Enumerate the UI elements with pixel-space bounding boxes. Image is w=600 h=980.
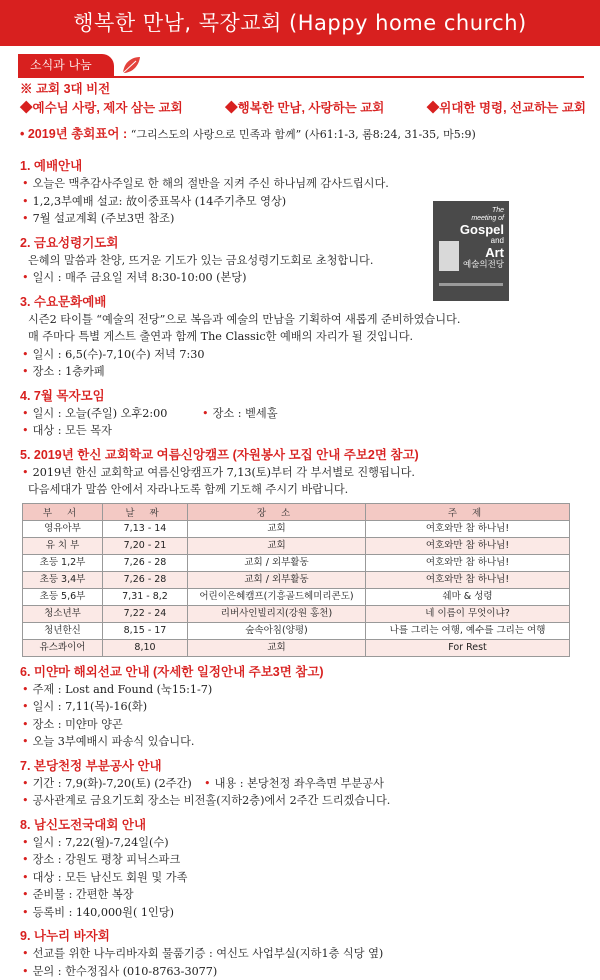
list-item: • 등록비 : 140,000원( 1인당) (20, 904, 586, 922)
vision-title: ※ 교회 3대 비전 (20, 80, 586, 99)
table-row (23, 554, 570, 571)
poster-text: 예술의전당 (438, 259, 504, 271)
table-cell: For Rest (366, 639, 570, 656)
list-item: • 준비물 : 간편한 복장 (20, 886, 586, 904)
poster-graphic (439, 241, 459, 271)
list-item: • 2019년 한신 교회학교 여름신앙캠프가 7,13(토)부터 각 부서별로 진행됩니다. (20, 464, 586, 482)
section-ceiling-construction (20, 757, 586, 810)
table-cell: 여호와만 참 하나님! (366, 571, 570, 588)
list-item: • 7월 설교계획 (주보3면 참조) (20, 210, 586, 228)
assembly-motto (20, 124, 586, 145)
poster-text: and (438, 236, 504, 246)
section-title: 1. 예배안내 (20, 157, 586, 175)
list-item: • 오늘은 맥추감사주일로 한 해의 절반을 지켜 주신 하나님께 감사드립시다. (20, 175, 586, 193)
table-row (23, 605, 570, 622)
list-item: • 일시 : 6,5(수)-7,10(수) 저녁 7:30 (20, 346, 586, 364)
list-item: 매 주마다 특별 게스트 출연과 함께 The Classic한 예배의 자리가 될 것입니다. (20, 328, 586, 346)
event-poster (433, 201, 509, 301)
column-header: 장 소 (188, 503, 366, 520)
motto-text: “그리스도의 사랑으로 민족과 함께” (사61:1-3, 롬8:24, 31-35, 마5:9) (131, 128, 476, 141)
table-cell: 8,10 (103, 639, 188, 656)
section-title: 5. 2019년 한신 교회학교 여름신앙캠프 (자원봉사 모집 안내 주보2면 참고) (20, 446, 586, 464)
leaf-icon (120, 54, 142, 76)
poster-text: Art (438, 246, 504, 259)
table-cell: 초등 5,6부 (23, 588, 103, 605)
table-cell: 8,15 - 17 (103, 622, 188, 639)
table-cell: 네 이름이 무엇이냐? (366, 605, 570, 622)
poster-text: The (438, 207, 504, 215)
list-item: • 내용 : 본당천정 좌우측면 부분공사 (202, 775, 384, 793)
list-item: • 장소 : 1층카페 (20, 363, 586, 381)
list-item: • 기간 : 7,9(화)-7,20(토) (2주간) (20, 775, 202, 793)
section-title: 8. 남신도전국대회 안내 (20, 816, 586, 834)
list-item: • 일시 : 오늘(주일) 오후2:00 (20, 405, 200, 423)
section-title: 4. 7월 목자모임 (20, 387, 586, 405)
table-cell: 교회 (188, 520, 366, 537)
section-title: 7. 본당천정 부분공사 안내 (20, 757, 586, 775)
table-cell: 청소년부 (23, 605, 103, 622)
table-cell: 7,20 - 21 (103, 537, 188, 554)
camp-schedule-table (22, 503, 570, 657)
table-cell: 영유아부 (23, 520, 103, 537)
table-cell: 쉐마 & 성령 (366, 588, 570, 605)
list-item: • 대상 : 모든 목자 (20, 422, 586, 440)
table-cell: 여호와만 참 하나님! (366, 554, 570, 571)
section-leader-meeting (20, 387, 586, 440)
table-cell: 나를 그리는 여행, 예수를 그리는 여행 (366, 622, 570, 639)
list-item: • 대상 : 모든 남신도 회원 및 가족 (20, 869, 586, 887)
table-row (23, 622, 570, 639)
list-item: • 공사관계로 금요기도회 장소는 비전홀(지하2층)에서 2주간 드리겠습니다. (20, 792, 586, 810)
table-row (23, 639, 570, 656)
section-divider (18, 76, 584, 78)
table-cell: 여호와만 참 하나님! (366, 537, 570, 554)
list-item: • 장소 : 벧세홀 (200, 405, 278, 423)
list-item: • 오늘 3부예배시 파송식 있습니다. (20, 733, 586, 751)
list-item: • 장소 : 미얀마 양곤 (20, 716, 586, 734)
list-item: 시즌2 타이틀 “예술의 전당”으로 복음과 예술의 만남을 기획하여 새롭게 준비하였습니다. (20, 311, 586, 329)
table-cell: 여호와만 참 하나님! (366, 520, 570, 537)
table-cell: 숲속아침(양평) (188, 622, 366, 639)
table-cell: 7,22 - 24 (103, 605, 188, 622)
table-cell: 7,26 - 28 (103, 554, 188, 571)
table-row (23, 537, 570, 554)
section-wednesday-worship (20, 293, 586, 381)
vision-list (20, 99, 586, 118)
section-title: 9. 나누리 바자회 (20, 927, 586, 945)
column-header: 날 짜 (103, 503, 188, 520)
table-header-row (23, 503, 570, 520)
table-cell: 교회 / 외부활동 (188, 571, 366, 588)
table-cell: 유 치 부 (23, 537, 103, 554)
table-row (23, 520, 570, 537)
poster-text: meeting of (438, 215, 504, 223)
vision-item: ◆위대한 명령, 선교하는 교회 (427, 99, 586, 118)
column-header: 부 서 (23, 503, 103, 520)
table-cell: 리버사인빌리지(강원 홍천) (188, 605, 366, 622)
list-item: • 주제 : Lost and Found (눅15:1-7) (20, 681, 586, 699)
table-cell: 교회 / 외부활동 (188, 554, 366, 571)
news-section-tab: 소식과 나눔 (18, 54, 114, 76)
section-myanmar-mission (20, 663, 586, 751)
table-row (23, 588, 570, 605)
motto-label: • 2019년 총회표어 : (20, 127, 127, 141)
table-cell: 7,26 - 28 (103, 571, 188, 588)
table-cell: 초등 1,2부 (23, 554, 103, 571)
list-item: • 장소 : 강원도 평창 피닉스파크 (20, 851, 586, 869)
section-summer-camp (20, 446, 586, 657)
table-cell: 7,31 - 8,2 (103, 588, 188, 605)
list-item: • 선교를 위한 나누리바자회 물품기증 : 여신도 사업부실(지하1층 식당 옆) (20, 945, 586, 963)
table-cell: 교회 (188, 639, 366, 656)
section-title: 6. 미얀마 해외선교 안내 (자세한 일정안내 주보3면 참고) (20, 663, 586, 681)
vision-item: ◆행복한 만남, 사랑하는 교회 (225, 99, 384, 118)
list-item: • 일시 : 7,22(월)-7,24일(수) (20, 834, 586, 852)
meeting-details (20, 405, 586, 423)
vision-item: ◆예수님 사랑, 제자 삼는 교회 (20, 99, 183, 118)
table-body (23, 520, 570, 656)
section-mens-convention (20, 816, 586, 922)
section-title: 3. 수요문화예배 (20, 293, 586, 311)
table-cell: 청년한신 (23, 622, 103, 639)
table-cell: 초등 3,4부 (23, 571, 103, 588)
page-banner: 행복한 만남, 목장교회 (Happy home church) (0, 0, 600, 46)
list-item: • 일시 : 매주 금요일 저녁 8:30-10:00 (본당) (20, 269, 586, 287)
list-item: • 일시 : 7,11(목)-16(화) (20, 698, 586, 716)
table-cell: 어린이은혜캠프(기흥골드헤미리콘도) (188, 588, 366, 605)
list-item: 다음세대가 말씀 안에서 자라나도록 함께 기도해 주시기 바랍니다. (20, 481, 586, 499)
poster-text: Gospel (438, 223, 504, 236)
construction-details (20, 775, 586, 793)
table-row (23, 571, 570, 588)
list-item: 은혜의 말씀과 찬양, 뜨거운 기도가 있는 금요성령기도회로 초청합니다. (20, 252, 586, 270)
column-header: 주 제 (366, 503, 570, 520)
section-title: 2. 금요성령기도회 (20, 234, 586, 252)
section-bazaar (20, 927, 586, 980)
table-cell: 7,13 - 14 (103, 520, 188, 537)
list-item: • 1,2,3부예배 설교: 故이중표목사 (14주기추모 영상) (20, 193, 586, 211)
table-cell: 유스콰이어 (23, 639, 103, 656)
list-item: • 문의 : 한수정집사 (010-8763-3077) (20, 963, 586, 980)
table-cell: 교회 (188, 537, 366, 554)
poster-graphic (439, 283, 503, 286)
